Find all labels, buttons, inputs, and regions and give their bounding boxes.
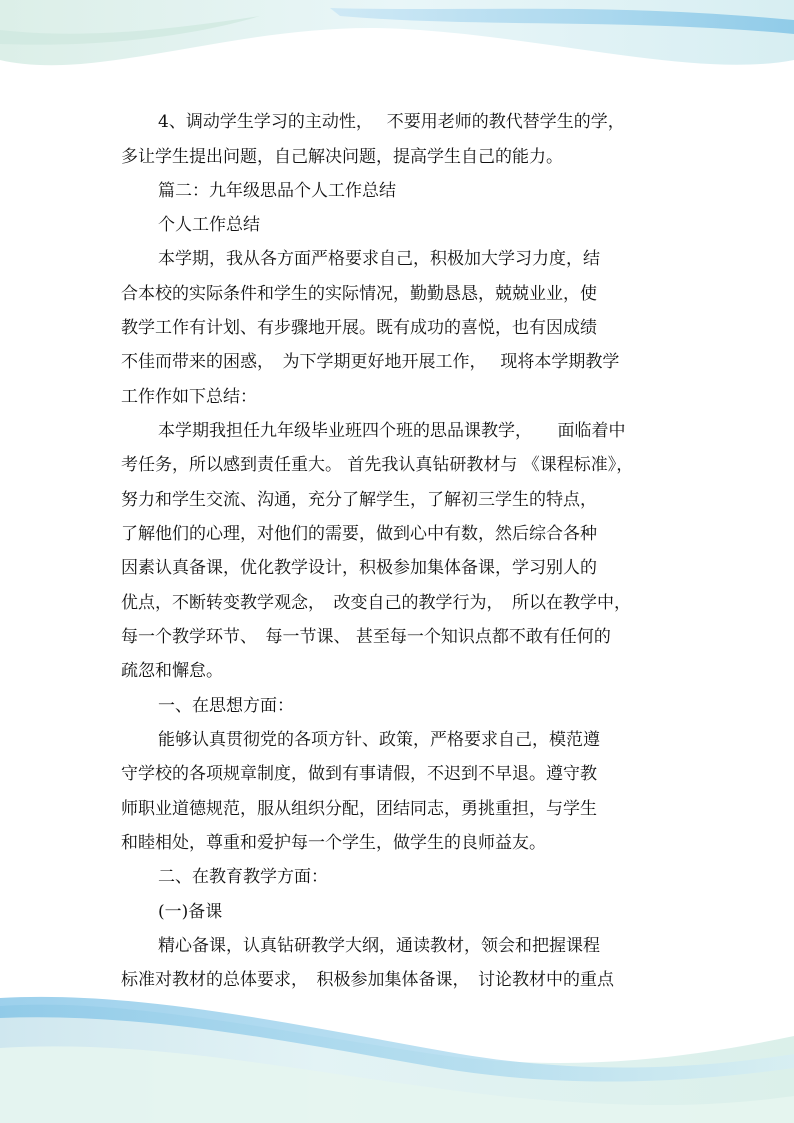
text-line: 师职业道德规范，服从组织分配，团结同志，勇挑重担，与学生 xyxy=(121,799,597,819)
text-line: 努力和学生交流、沟通，充分了解学生，了解初三学生的特点， xyxy=(121,490,597,510)
text-line: 了解他们的心理，对他们的需要，做到心中有数，然后综合各种 xyxy=(121,524,597,544)
section-heading: 二、在教育教学方面： xyxy=(158,867,328,887)
section-heading: 个人工作总结 xyxy=(158,215,260,235)
text-line: 标准对教材的总体要求， 积极参加集体备课， 讨论教材中的重点 xyxy=(121,970,614,990)
text-line: 本学期，我从各方面严格要求自己，积极加大学习力度，结 xyxy=(158,249,600,269)
text-line: 优点，不断转变教学观念， 改变自己的教学行为， 所以在教学中， xyxy=(121,593,631,613)
text-line: 考任务，所以感到责任重大。 首先我认真钻研教材与 《课程标准》， xyxy=(121,455,634,475)
text-line: 工作作如下总结： xyxy=(121,387,257,407)
subsection-heading: (一)备课 xyxy=(158,902,223,922)
text-line: 因素认真备课，优化教学设计，积极参加集体备课，学习别人的 xyxy=(121,558,597,578)
text-line: 多让学生提出问题，自己解决问题，提高学生自己的能力。 xyxy=(121,147,563,167)
text-line: 和睦相处，尊重和爱护每一个学生，做学生的良师益友。 xyxy=(121,833,546,853)
text-line: 精心备课，认真钻研教学大纲，通读教材，领会和把握课程 xyxy=(158,936,600,956)
text-line: 能够认真贯彻党的各项方针、政策，严格要求自己，模范遵 xyxy=(158,730,600,750)
text-line: 合本校的实际条件和学生的实际情况，勤勤恳恳，兢兢业业，使 xyxy=(121,284,597,304)
text-line: 不佳而带来的困惑， 为下学期更好地开展工作， 现将本学期教学 xyxy=(121,352,620,372)
text-line: 每一个教学环节、 每一节课、 甚至每一个知识点都不敢有任何的 xyxy=(121,627,611,647)
text-line: 守学校的各项规章制度，做到有事请假，不迟到不早退。遵守教 xyxy=(121,764,597,784)
text-line: 4、调动学生学习的主动性， 不要用老师的教代替学生的学， xyxy=(158,112,625,132)
section-heading: 一、在思想方面： xyxy=(158,696,294,716)
text-line: 本学期我担任九年级毕业班四个班的思品课教学， 面临着中 xyxy=(158,421,626,441)
section-heading: 篇二：九年级思品个人工作总结 xyxy=(158,181,396,201)
text-line: 教学工作有计划、有步骤地开展。既有成功的喜悦，也有因成绩 xyxy=(121,318,597,338)
text-line: 疏忽和懈怠。 xyxy=(121,661,223,681)
